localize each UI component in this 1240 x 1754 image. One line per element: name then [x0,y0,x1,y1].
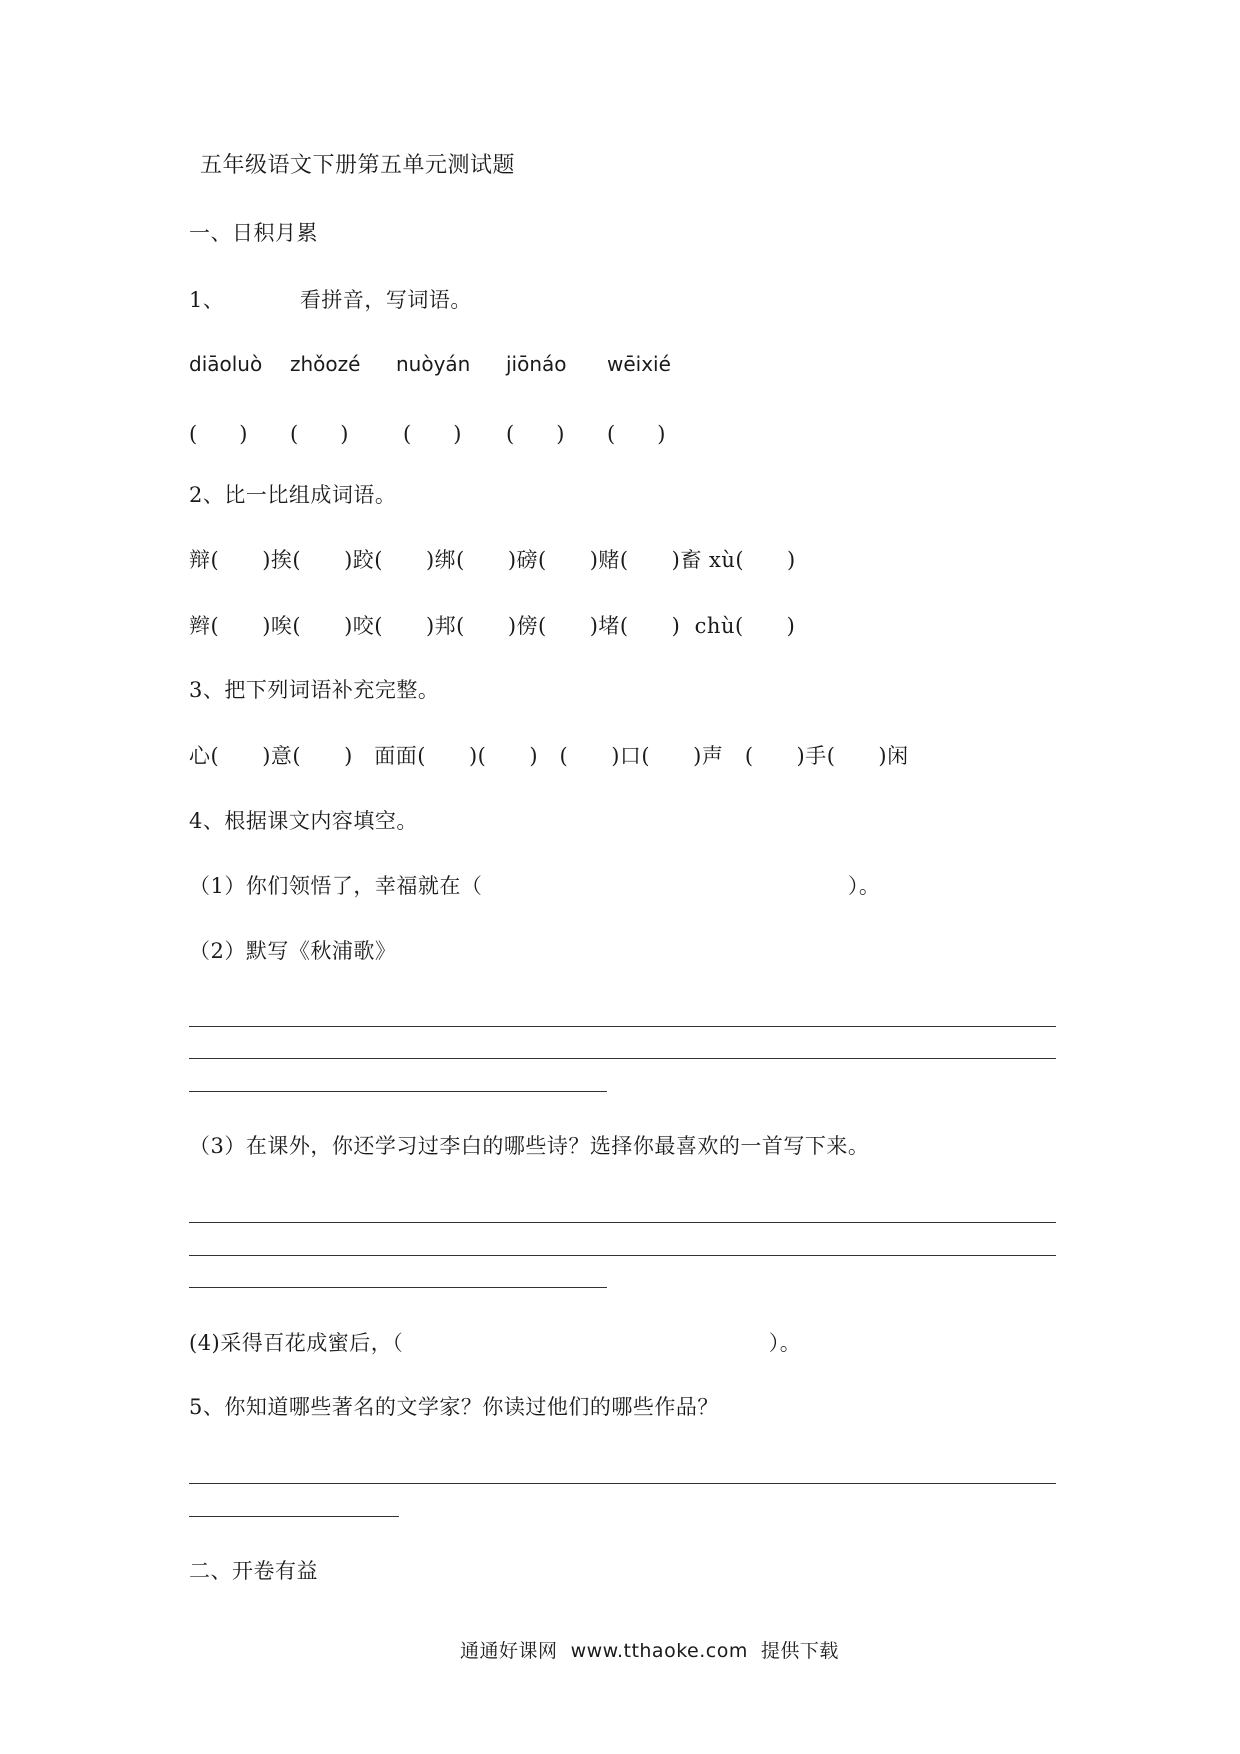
question-3-label: 3、把下列词语补充完整。 [189,678,440,702]
answer-blank[interactable]: ( ) [189,422,248,446]
answer-line[interactable] [189,1255,1056,1256]
question-4-item-1: （1）你们领悟了，幸福就在（ ）。 [189,874,881,898]
answer-line[interactable] [189,1483,1056,1484]
answer-line[interactable] [189,1516,399,1517]
answer-blank[interactable]: ( ) [290,422,349,446]
section-heading-2: 二、开卷有益 [189,1559,318,1583]
pinyin-item: zhǒozé [290,352,361,376]
pinyin-item: diāoluò [189,352,263,376]
section-heading-1: 一、日积月累 [189,221,318,245]
answer-line[interactable] [189,1058,1056,1059]
answer-line[interactable] [189,1026,1056,1027]
question-4-item-4: (4)采得百花成蜜后，（ ）。 [189,1331,802,1355]
pinyin-item: wēixié [607,352,671,376]
question-4-label: 4、根据课文内容填空。 [189,809,418,833]
answer-blank[interactable]: ( ) [403,422,462,446]
answer-blank-row [0,418,1240,446]
page-footer: 通通好课网 www.tthaoke.com 提供下载 [460,1640,839,1662]
question-1-label: 1、 看拼音，写词语。 [189,288,472,312]
answer-line[interactable] [189,1222,1056,1223]
question-3-row: 心( )意( ) 面面( )( ) ( )口( )声 ( )手( )闲 [189,744,909,768]
pinyin-row [0,352,1240,380]
question-4-item-3: （3）在课外，你还学习过李白的哪些诗？选择你最喜欢的一首写下来。 [189,1134,870,1158]
answer-blank[interactable]: ( ) [506,422,565,446]
answer-line[interactable] [189,1287,607,1288]
question-2-row-1: 辩( )挨( )跤( )绑( )磅( )赌( )畜 xù( ) [189,548,796,572]
answer-line[interactable] [189,1091,607,1092]
pinyin-item: nuòyán [396,352,471,376]
question-2-label: 2、比一比组成词语。 [189,483,397,507]
pinyin-item: jiōnáo [506,352,567,376]
question-5-label: 5、你知道哪些著名的文学家？你读过他们的哪些作品？ [189,1395,719,1419]
question-2-row-2: 辫( )唉( )咬( )邦( )傍( )堵( ) chù( ) [189,614,796,638]
answer-blank[interactable]: ( ) [607,422,666,446]
question-4-item-2: （2）默写《秋浦歌》 [189,939,397,963]
page-title: 五年级语文下册第五单元测试题 [200,153,516,178]
